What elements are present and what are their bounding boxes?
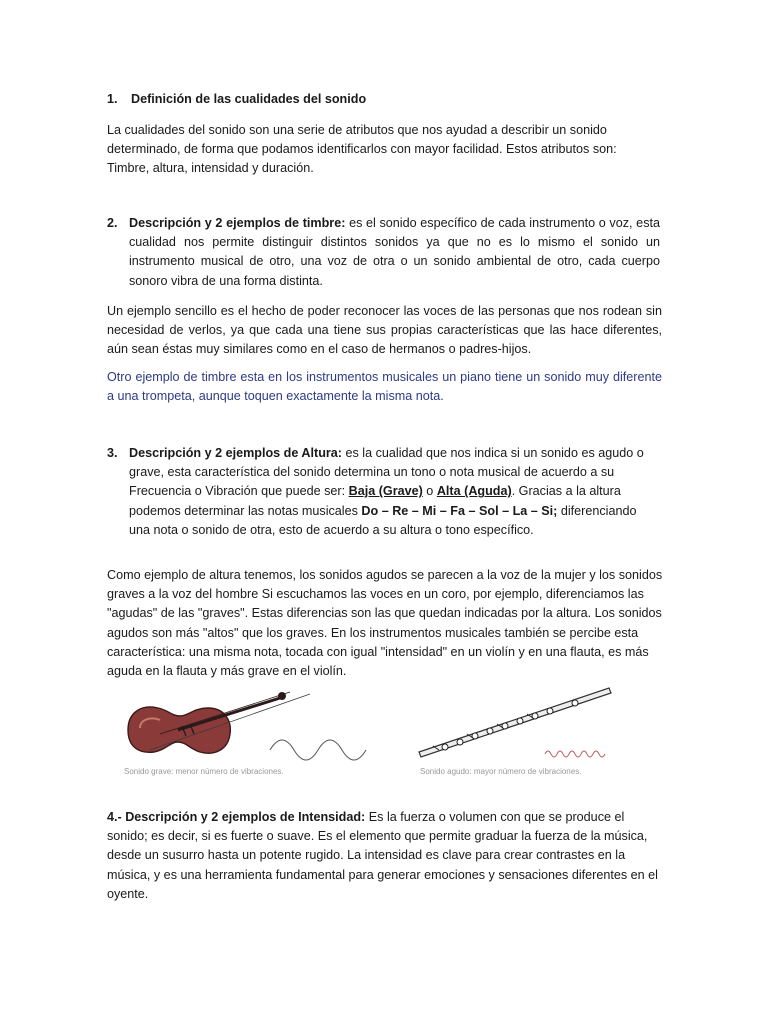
caption-aguda: Sonido agudo: mayor número de vibraciones. [420,767,582,776]
section-1-number: 1. [107,92,118,106]
section-2-example-1: Un ejemplo sencillo es el hecho de poder reconocer las voces de las personas que nos rodean sin necesidad de verlos, ya que cada una tiene sus propias características que las hace diferentes, aún sean éstas muy similares como en el caso de hermanos o padres-hijos. [107,304,662,357]
flute-icon [419,688,611,757]
section-1-heading [107,92,366,106]
section-1-title: Definición de las cualidades del sonido [131,92,367,106]
high-frequency-wave [545,751,605,757]
section-2-title: Descripción y 2 ejemplos de timbre: [129,216,346,230]
section-3-body-c: diferenciando una nota o sonido de otra, esto de acuerdo a su altura o tono específico. [129,503,637,537]
section-3-body-b: . Gracias a la altura podemos determinar las notas musicales [129,484,621,518]
section-4-paragraph [107,808,667,904]
section-2-number: 2. [107,216,118,230]
violin-illustration [120,690,360,768]
musical-notes: Do – Re – Mi – Fa – Sol – La – Si; [361,503,558,518]
flute-illustration [415,684,615,764]
section-2-body: es el sonido específico de cada instrumento o voz, esta cualidad nos permite distinguir distintos sonidos ya que no es lo mismo el sonido un instrumento musical de otro, una voz de otra o un sonido ambiental de otro, cada cuerpo sonoro vibra de una forma distinta. [129,216,660,288]
section-3-title: Descripción y 2 ejemplos de Altura: [129,446,342,460]
section-3-number: 3. [107,446,118,460]
or-text: o [422,484,437,499]
section-2-example-2: Otro ejemplo de timbre esta en los instrumentos musicales un piano tiene un sonido muy diferente a una trompeta, aunque toquen exactamente la misma nota. [107,370,662,404]
section-3-body-a: es la cualidad que nos indica si un sonido es agudo o grave, esta característica del sonido determina un tono o nota musical de acuerdo a su Frecuencia o Vibración que puede ser: [129,446,644,499]
section-3-example: Como ejemplo de altura tenemos, los sonidos agudos se parecen a la voz de la mujer y los sonidos graves a la voz del hombre Si escuchamos las voces en un coro, por ejemplo, diferenciamos las "agudas" de las "graves". Estas diferencias son las que quedan indicadas por la altura. Los sonidos agudos son más "altos" que los graves. En los instrumentos musicales también se percibe esta característica: una misma nota, tocada con igual "intensidad" en un violín y en una flauta, es más aguda en la flauta y más grave en el violín. [107,568,663,679]
section-3-item [107,444,647,540]
section-2-item [107,214,660,291]
aguda-label: Alta (Aguda) [436,484,512,499]
section-4-body: Es la fuerza o volumen con que se produce el sonido; es decir, si es fuerte o suave. Es el elemento que permite graduar la fuerza de la música, desde un susurro hasta un potente rugido. La intensidad es clave para crear contrastes en la música, y es una herramienta fundamental para generar emociones y sensaciones diferentes en el oyente. [107,810,658,901]
violin-icon [128,692,310,753]
grave-label: Baja (Grave) [348,484,423,499]
caption-grave: Sonido grave: menor número de vibraciones. [124,767,284,776]
section-4-number: 4.- [107,810,122,824]
low-frequency-wave [270,740,366,760]
section-1-paragraph: La cualidades del sonido son una serie de atributos que nos ayudad a describir un sonido determinado, de forma que podamos identificarlos con mayor facilidad. Estos atributos son: Timbre, altura, intensidad y duración. [107,123,617,176]
section-4-title: Descripción y 2 ejemplos de Intensidad: [125,810,366,824]
